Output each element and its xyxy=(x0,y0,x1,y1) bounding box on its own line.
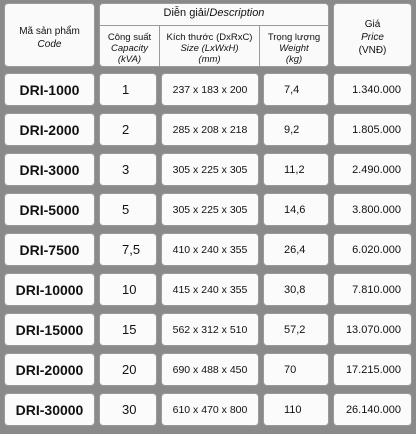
header-price xyxy=(333,3,412,67)
size-value: 410 x 240 x 355 xyxy=(161,233,259,266)
weight-value: 14,6 xyxy=(263,193,329,226)
size-value: 285 x 208 x 218 xyxy=(161,113,259,146)
capacity-value: 15 xyxy=(99,313,157,346)
price-value: 1.340.000 xyxy=(333,73,412,106)
header-weight: Trọng lượng Weight (kg) xyxy=(267,32,321,65)
price-value: 13.070.000 xyxy=(333,313,412,346)
header-price-label: Giá xyxy=(364,19,381,30)
table-row xyxy=(4,353,412,386)
price-value: 17.215.000 xyxy=(333,353,412,386)
product-code: DRI-1000 xyxy=(4,73,95,106)
table-row xyxy=(4,273,412,306)
price-value: 6.020.000 xyxy=(333,233,412,266)
weight-value: 9,2 xyxy=(263,113,329,146)
table-row xyxy=(4,313,412,346)
table-row xyxy=(4,193,412,226)
capacity-value: 2 xyxy=(99,113,157,146)
weight-value: 7,4 xyxy=(263,73,329,106)
weight-value: 26,4 xyxy=(263,233,329,266)
weight-value: 70 xyxy=(263,353,329,386)
header-capacity: Công suất Capacity (kVA) xyxy=(100,26,160,66)
size-value: 610 x 470 x 800 xyxy=(161,393,259,426)
header-description xyxy=(99,3,329,67)
table-row xyxy=(4,153,412,186)
size-value: 305 x 225 x 305 xyxy=(161,193,259,226)
weight-value: 30,8 xyxy=(263,273,329,306)
table-row xyxy=(4,393,412,426)
product-code: DRI-3000 xyxy=(4,153,95,186)
product-code: DRI-30000 xyxy=(4,393,95,426)
price-value: 2.490.000 xyxy=(333,153,412,186)
table-row xyxy=(4,73,412,106)
capacity-value: 5 xyxy=(99,193,157,226)
product-code: DRI-20000 xyxy=(4,353,95,386)
header-size: Kích thước (DxRxC) Size (LxWxH) (mm) xyxy=(160,26,260,66)
capacity-value: 30 xyxy=(99,393,157,426)
weight-value: 11,2 xyxy=(263,153,329,186)
size-value: 690 x 488 x 450 xyxy=(161,353,259,386)
price-value: 1.805.000 xyxy=(333,113,412,146)
size-value: 237 x 183 x 200 xyxy=(161,73,259,106)
product-code: DRI-7500 xyxy=(4,233,95,266)
product-code: DRI-5000 xyxy=(4,193,95,226)
weight-value: 110 xyxy=(263,393,329,426)
table-row xyxy=(4,113,412,146)
product-code: DRI-10000 xyxy=(4,273,95,306)
header-code-label: Mã sản phẩm xyxy=(19,26,80,37)
header-description-title: Diễn giải/Description xyxy=(163,7,265,19)
table-row xyxy=(4,233,412,266)
price-value: 26.140.000 xyxy=(333,393,412,426)
header-code-label-en: Code xyxy=(37,39,62,50)
size-value: 415 x 240 x 355 xyxy=(161,273,259,306)
header-price-label-en: Price xyxy=(361,32,384,43)
product-code: DRI-15000 xyxy=(4,313,95,346)
price-value: 7.810.000 xyxy=(333,273,412,306)
capacity-value: 7,5 xyxy=(99,233,157,266)
capacity-value: 10 xyxy=(99,273,157,306)
capacity-value: 20 xyxy=(99,353,157,386)
capacity-value: 3 xyxy=(99,153,157,186)
weight-value: 57,2 xyxy=(263,313,329,346)
header-code xyxy=(4,3,95,67)
capacity-value: 1 xyxy=(99,73,157,106)
header-price-unit: (VNĐ) xyxy=(358,45,387,56)
product-code: DRI-2000 xyxy=(4,113,95,146)
size-value: 305 x 225 x 305 xyxy=(161,153,259,186)
size-value: 562 x 312 x 510 xyxy=(161,313,259,346)
price-value: 3.800.000 xyxy=(333,193,412,226)
